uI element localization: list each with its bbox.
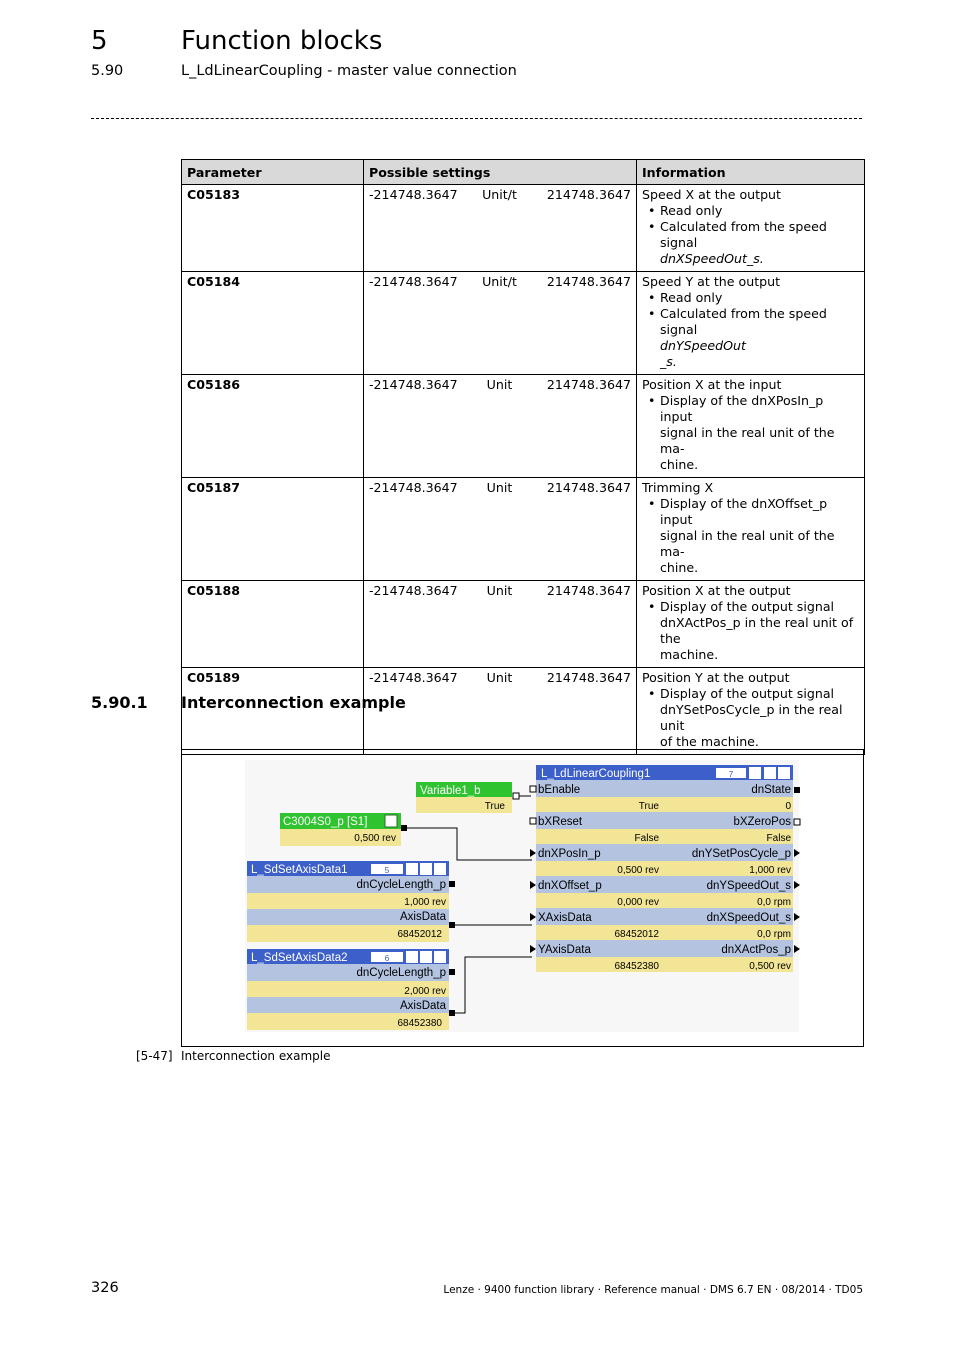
unit-value: Unit xyxy=(460,668,540,755)
axis-block-1-port-axisdata: AxisData xyxy=(399,911,446,923)
max-value: 214748.3647 xyxy=(540,581,637,668)
max-value: 214748.3647 xyxy=(540,668,637,755)
information-line: chine. xyxy=(660,560,699,575)
header-parameter: Parameter xyxy=(182,160,364,185)
table-row xyxy=(182,185,865,272)
output-value: 0,0 rpm xyxy=(757,897,791,908)
information-heading: Position X at the input xyxy=(642,377,782,392)
coupling-block-title: L_LdLinearCoupling1 xyxy=(541,768,651,780)
information-line: • Calculated from the speed signal xyxy=(642,306,859,338)
min-value: -214748.3647 xyxy=(364,581,460,668)
parameter-code: C05188 xyxy=(182,581,364,668)
information-cell xyxy=(637,478,865,581)
information-line: • Display of the dnXOffset_p input xyxy=(642,496,859,528)
figure-frame xyxy=(181,749,864,1047)
input-port-label: bXReset xyxy=(538,816,583,828)
input-value: 68452380 xyxy=(614,961,659,972)
information-line: • Read only xyxy=(642,203,859,219)
coupling-block-number: 7 xyxy=(728,769,734,779)
input-connector[interactable] xyxy=(530,818,536,824)
output-port-label: dnXActPos_p xyxy=(721,944,791,956)
grid-icon[interactable] xyxy=(764,767,776,779)
header-possible-settings: Possible settings xyxy=(364,160,637,185)
chapter-title: Function blocks xyxy=(181,26,383,56)
axis-block-2-port-axisdata: AxisData xyxy=(399,1000,446,1012)
information-cell xyxy=(637,375,865,478)
input-value: 0,000 rev xyxy=(617,897,659,908)
table-row xyxy=(182,272,865,375)
table-row xyxy=(182,478,865,581)
value-row xyxy=(536,925,793,940)
axis-block-2-cycle-value: 2,000 rev xyxy=(404,986,446,997)
info-icon[interactable] xyxy=(434,863,446,875)
unit-value: Unit/t xyxy=(460,272,540,375)
unit-value: Unit xyxy=(460,375,540,478)
output-port-label: bXZeroPos xyxy=(733,816,791,828)
input-port-label: XAxisData xyxy=(538,912,592,924)
information-heading: Position Y at the output xyxy=(642,670,790,685)
max-value: 214748.3647 xyxy=(540,375,637,478)
information-cell xyxy=(637,668,865,755)
min-value: -214748.3647 xyxy=(364,272,460,375)
information-line: dnYSpeedOut xyxy=(660,338,746,353)
min-value: -214748.3647 xyxy=(364,668,460,755)
value-row xyxy=(536,829,793,844)
info-icon[interactable] xyxy=(778,767,790,779)
output-port-label: dnYSpeedOut_s xyxy=(706,880,791,892)
figure-caption-number: [5-47] xyxy=(136,1049,173,1063)
table-header-row xyxy=(182,160,865,185)
output-value: False xyxy=(766,833,791,844)
parameter-code: C05187 xyxy=(182,478,364,581)
header-divider xyxy=(91,118,862,119)
information-heading: Position X at the output xyxy=(642,583,791,598)
input-connector[interactable] xyxy=(530,786,536,792)
output-port-label: dnState xyxy=(751,784,791,796)
help-icon[interactable] xyxy=(749,767,761,779)
information-line: of the machine. xyxy=(660,734,759,749)
output-value: 0,0 rpm xyxy=(757,929,791,940)
output-port-label: dnYSetPosCycle_p xyxy=(691,848,791,860)
parameter-code: C05189 xyxy=(182,668,364,755)
min-value: -214748.3647 xyxy=(364,185,460,272)
value-row xyxy=(536,797,793,812)
information-line: _s. xyxy=(660,354,677,369)
input-port-label: dnXPosIn_p xyxy=(538,848,601,860)
information-heading: Speed X at the output xyxy=(642,187,781,202)
parameter-code: C05186 xyxy=(182,375,364,478)
parameter-table xyxy=(181,159,865,755)
input-value: 0,500 rev xyxy=(617,865,659,876)
information-line: chine. xyxy=(660,457,699,472)
grid-icon[interactable] xyxy=(420,863,432,875)
output-value: 0,500 rev xyxy=(749,961,791,972)
section-title: L_LdLinearCoupling - master value connection xyxy=(181,63,517,79)
information-line: dnXActPos_p in the real unit of the xyxy=(660,615,854,646)
output-port-label: dnXSpeedOut_s xyxy=(706,912,791,924)
interconnection-diagram xyxy=(182,750,863,1046)
information-line: • Calculated from the speed signal xyxy=(642,219,859,251)
min-value: -214748.3647 xyxy=(364,478,460,581)
axis-block-1-axisdata-value: 68452012 xyxy=(397,929,442,940)
variable-block-value: True xyxy=(484,801,505,812)
information-line: dnYSetPosCycle_p in the real unit xyxy=(660,702,843,733)
parameter-code: C05184 xyxy=(182,272,364,375)
input-port-label: dnXOffset_p xyxy=(538,880,602,892)
axis-block-1-number: 5 xyxy=(384,865,390,875)
axis-block-2-axisdata-value: 68452380 xyxy=(397,1018,442,1029)
output-connector[interactable] xyxy=(794,819,800,825)
figure-caption-text: Interconnection example xyxy=(181,1049,331,1063)
information-heading: Trimming X xyxy=(642,480,714,495)
min-value: -214748.3647 xyxy=(364,375,460,478)
code-block-title: C3004S0_p [S1] xyxy=(283,816,368,828)
variable-block-title: Variable1_b xyxy=(420,785,481,797)
information-cell xyxy=(637,581,865,668)
information-line: signal in the real unit of the ma- xyxy=(660,425,835,456)
unit-value: Unit/t xyxy=(460,185,540,272)
axis-block-1 xyxy=(247,861,455,942)
header-information: Information xyxy=(637,160,865,185)
axis-block-1-cycle-value: 1,000 rev xyxy=(404,897,446,908)
table-row xyxy=(182,581,865,668)
axis-block-1-title: L_SdSetAxisData1 xyxy=(251,864,348,876)
output-value: 0 xyxy=(785,801,791,812)
unit-value: Unit xyxy=(460,478,540,581)
grid-icon[interactable] xyxy=(420,951,432,963)
information-line: machine. xyxy=(660,647,719,662)
help-icon[interactable] xyxy=(406,863,418,875)
max-value: 214748.3647 xyxy=(540,478,637,581)
information-line: • Display of the dnXPosIn_p input xyxy=(642,393,859,425)
max-value: 214748.3647 xyxy=(540,185,637,272)
axis-block-2-port-cycle: dnCycleLength_p xyxy=(356,967,446,979)
edit-icon[interactable] xyxy=(385,815,397,827)
help-icon[interactable] xyxy=(406,951,418,963)
information-heading: Speed Y at the output xyxy=(642,274,781,289)
code-block xyxy=(280,813,407,846)
section-number: 5.90 xyxy=(91,63,124,79)
code-block-value: 0,500 rev xyxy=(354,833,396,844)
information-line: • Display of the output signal xyxy=(642,686,859,702)
input-value: 68452012 xyxy=(614,929,659,940)
unit-value: Unit xyxy=(460,581,540,668)
subsection-number: 5.90.1 xyxy=(91,693,148,712)
information-line: dnXSpeedOut_s. xyxy=(660,251,764,266)
footer-text: Lenze · 9400 function library · Reference manual · DMS 6.7 EN · 08/2014 · TD05 xyxy=(443,1284,863,1296)
parameter-code: C05183 xyxy=(182,185,364,272)
axis-block-1-port-cycle: dnCycleLength_p xyxy=(356,879,446,891)
input-value: True xyxy=(638,801,659,812)
information-cell xyxy=(637,272,865,375)
page-number: 326 xyxy=(91,1280,119,1296)
axis-block-2-title: L_SdSetAxisData2 xyxy=(251,952,348,964)
information-cell xyxy=(637,185,865,272)
variable-block xyxy=(416,782,519,813)
info-icon[interactable] xyxy=(434,951,446,963)
axis-block-2 xyxy=(247,949,455,1030)
subsection-title: Interconnection example xyxy=(181,693,406,712)
information-line: • Read only xyxy=(642,290,859,306)
output-connector[interactable] xyxy=(794,787,800,793)
coupling-block xyxy=(530,765,800,972)
input-value: False xyxy=(634,833,659,844)
output-value: 1,000 rev xyxy=(749,865,791,876)
value-row xyxy=(536,893,793,908)
max-value: 214748.3647 xyxy=(540,272,637,375)
table-row xyxy=(182,375,865,478)
input-port-label: YAxisData xyxy=(538,944,591,956)
information-line: • Display of the output signal xyxy=(642,599,859,615)
axis-block-2-number: 6 xyxy=(384,953,390,963)
information-line: signal in the real unit of the ma- xyxy=(660,528,835,559)
chapter-number: 5 xyxy=(91,26,108,56)
input-port-label: bEnable xyxy=(538,784,581,796)
